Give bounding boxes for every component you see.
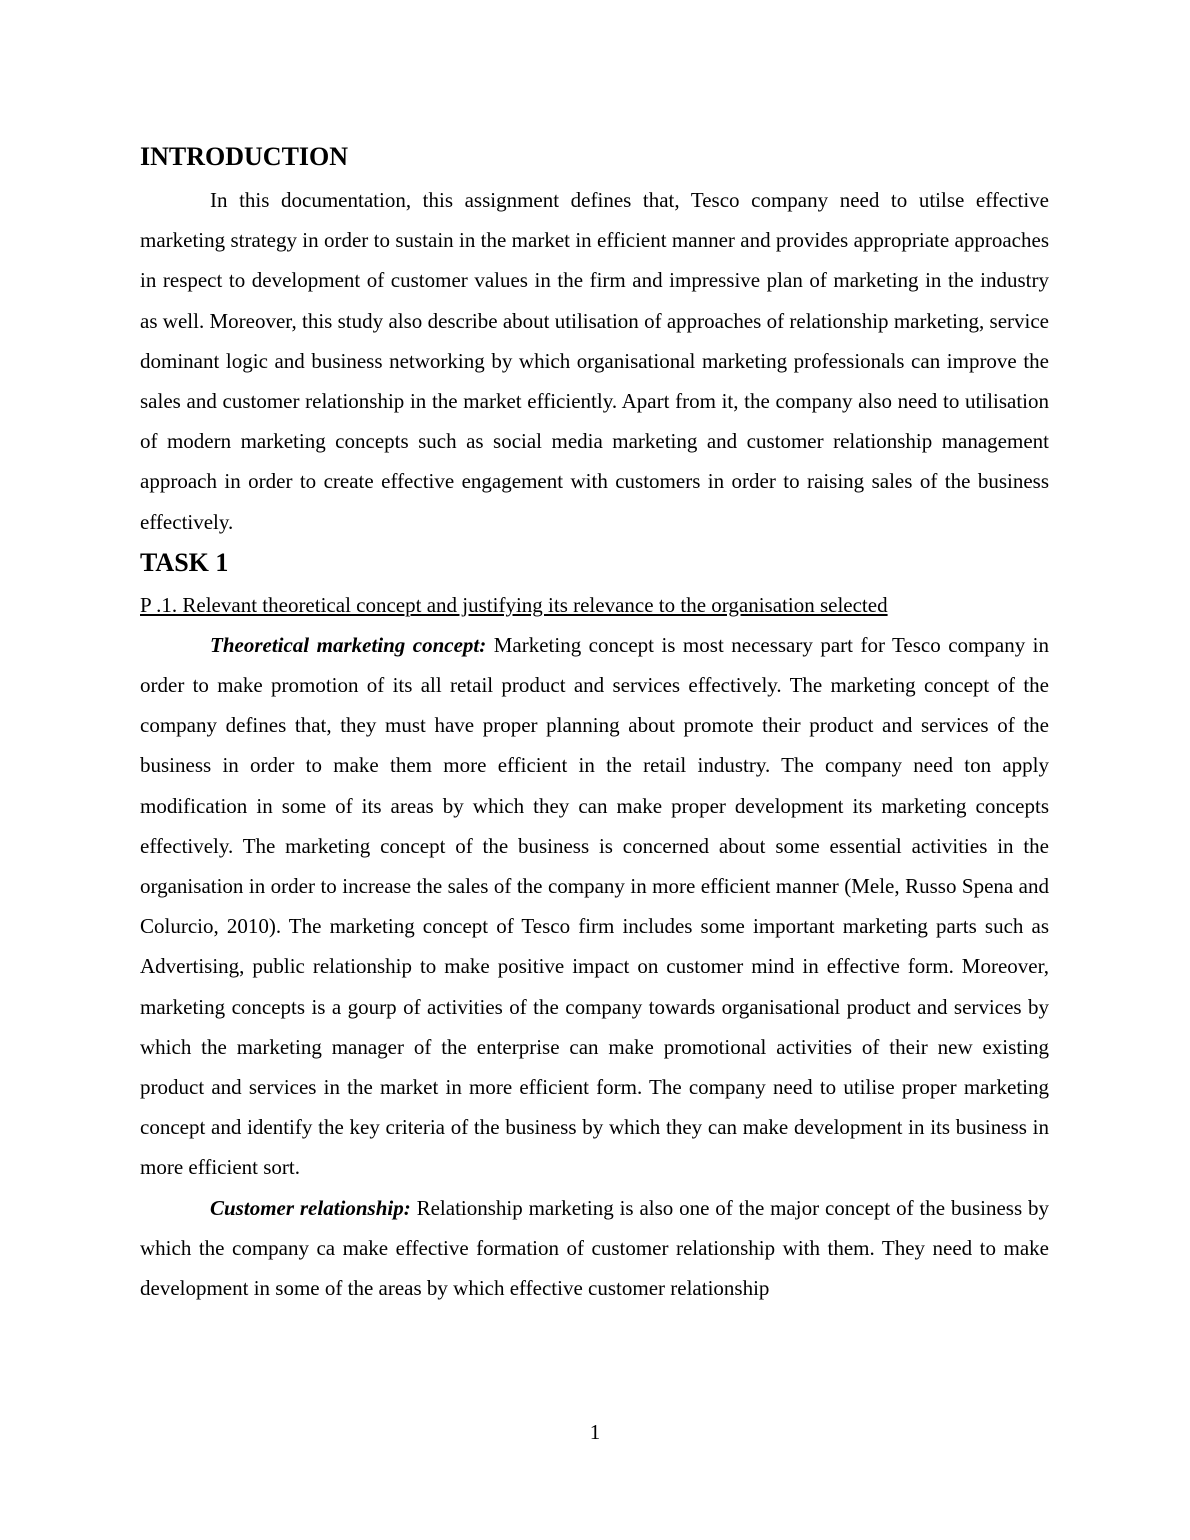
customer-relationship-text: Relationship marketing is also one of the major concept of the business by which the company ca make effective formation of customer relationship with them. They need to make development in some of the areas by which effective customer relationship: [140, 1195, 1049, 1301]
page-number: 1: [589, 1420, 601, 1444]
customer-relationship-paragraph: [140, 1188, 1049, 1309]
customer-relationship-lead: Customer relationship:: [210, 1195, 411, 1220]
theoretical-concept-lead: Theoretical marketing concept:: [210, 632, 487, 657]
section-subheading: P .1. Relevant theoretical concept and justifying its relevance to the organisation selected: [140, 592, 888, 617]
introduction-heading: INTRODUCTION: [140, 142, 349, 171]
task-heading: TASK 1: [140, 547, 229, 577]
page-content: [140, 140, 1049, 1308]
theoretical-concept-text: Marketing concept is most necessary part for Tesco company in order to make promotion of its all retail product and services effectively. The marketing concept of the company defines that, they must have proper planning about promote their product and services of the business in order to make them more efficient in the retail industry. The company need ton apply modification in some of its areas by which they can make proper development its marketing concepts effectively. The marketing concept of the business is concerned about some essential activities in the organisation in order to increase the sales of the company in more efficient manner (Mele, Russo Spena and Colurcio, 2010). The marketing concept of Tesco firm includes some important marketing parts such as Advertising, public relationship to make positive impact on customer mind in effective form. Moreover, marketing concepts is a gourp of activities of the company towards organisational product and services by which the marketing manager of the enterprise can make promotional activities of their new existing product and services in the market in more efficient form. The company need to utilise proper marketing concept and identify the key criteria of the business by which they can make development in its business in more efficient sort.: [140, 632, 1049, 1180]
introduction-paragraph: In this documentation, this assignment defines that, Tesco company need to utilse effective marketing strategy in order to sustain in the market in efficient manner and provides appropriate approaches in respect to development of customer values in the firm and impressive plan of marketing in the industry as well. Moreover, this study also describe about utilisation of approaches of relationship marketing, service dominant logic and business networking by which organisational marketing professionals can improve the sales and customer relationship in the market efficiently. Apart from it, the company also need to utilisation of modern marketing concepts such as social media marketing and customer relationship management approach in order to create effective engagement with customers in order to raising sales of the business effectively.: [140, 188, 1049, 534]
theoretical-concept-paragraph: [140, 625, 1049, 1188]
